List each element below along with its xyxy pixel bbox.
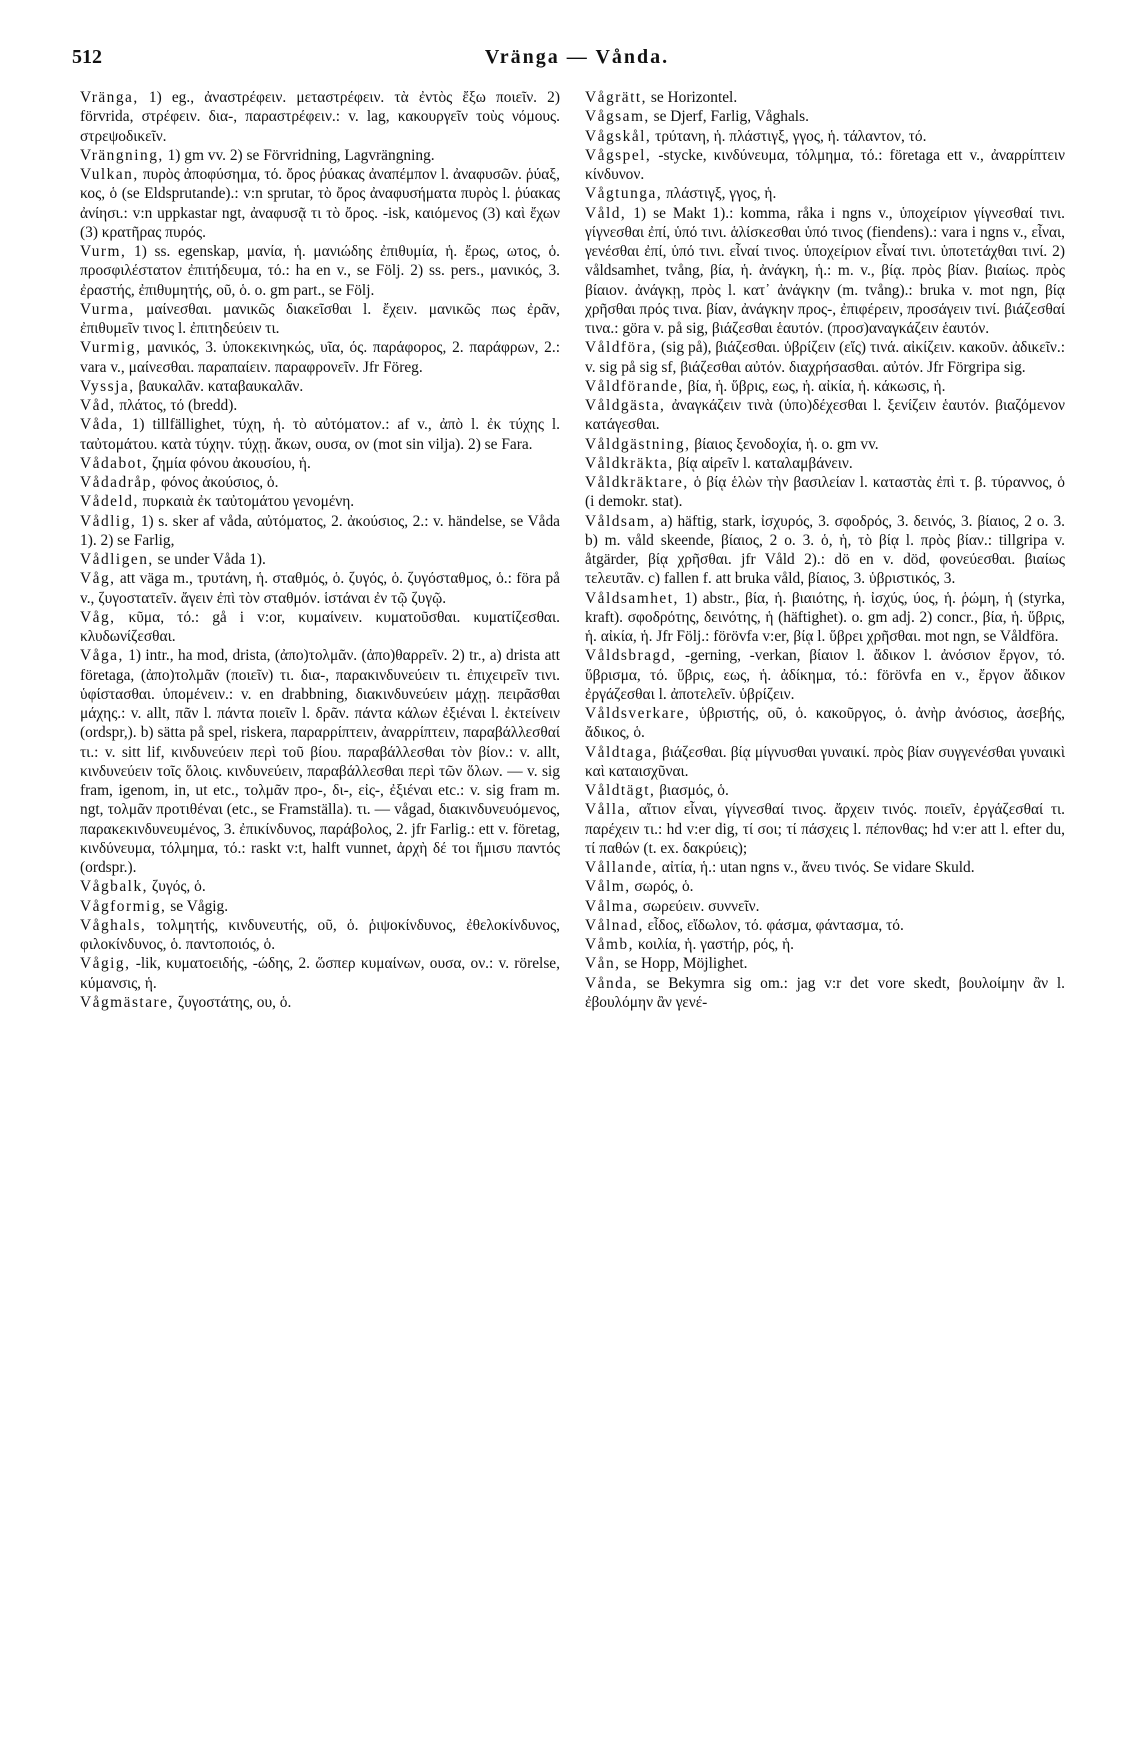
entry-definition: βιασμός, ὁ. (655, 782, 729, 799)
dictionary-entry (585, 897, 1065, 916)
entry-definition: a) häftig, stark, ἰσχυρός, 3. σφοδρός, 3. δεινός, 3. βίαιος, 2 o. 3. b) m. våld skeende, βίαιος, 2 o. 3. ὁ, ἡ, τὸ βίᾳ l. πρὸς βίαν.: tillgripa v. åtgärder, βίᾳ χρῆσθαι. jfr Våld 2).: dö en v. död, φονεύεσθαι. βιαίως τελευτᾶν. c) fallen f. att bruka våld, βίαιος, 3. ὑβριστικός, 3. (585, 512, 1065, 588)
dictionary-entry (80, 146, 560, 165)
entry-definition: 1) abstr., βία, ἡ. βιαιότης, ἡ. ἰσχύς, ύος, ἡ. ῥώμη, ἡ (styrka, kraft). σφοδρότης, δεινότης, ἡ (häftighet). o. gm adj. 2) concr., βία, ἡ. ὕβρις, ἡ. αἰκία, ἡ. Jfr Följ.: förövfa v:er, βίᾳ l. ὕβρει χρῆσθαι. mot ngn, se Våldföra. (585, 589, 1065, 645)
entry-definition: -gerning, -verkan, βίαιον l. ἄδικον l. ἀνόσιον ἔργον, τό. ὕβρισμα, τό. ὕβρις, εως, ἡ. ἀδίκημα, τό.: förövfa en v., ἔργον ἄδικον ἐργάζεσθαι l. ἀποτελεῖν. ὑβρίζειν. (585, 647, 1065, 703)
dictionary-entry (585, 146, 1065, 185)
entry-definition: ζημία φόνου ἀκουσίου, ἡ. (148, 454, 311, 472)
dictionary-entry (585, 974, 1065, 1013)
dictionary-entry (80, 646, 560, 877)
entry-definition: ζυγός, ὁ. (148, 878, 206, 896)
entry-definition: αἴτιον εἶναι, γίγνεσθαί τινος. ἄρχειν τινός. ποιεῖν, ἐργάζεσθαί τι. παρέχειν τι.: hd v:er dig, τί σοι; τί πάσχεις l. πέπονθας; hd v:er att l. efter du, τί παθών (t. ex. δακρύεις); (585, 801, 1065, 857)
entry-definition: -stycke, κινδύνευμα, τόλμημα, τό.: företaga ett v., ἀναρρίπτειν κίνδυνον. (585, 146, 1065, 183)
entry-definition: τρύτανη, ἡ. πλάστιγξ, γγος, ἡ. τάλαντον, τό. (651, 127, 927, 145)
entry-definition: se Bekymra sig om.: jag v:r det vore skedt, βουλοίμην ἂν l. ἐβουλόμην ἂν γενέ- (585, 974, 1065, 1011)
entry-headword: Våldföra, (585, 339, 658, 357)
entry-headword: Våldkräktare, (585, 474, 689, 491)
dictionary-entry (80, 512, 560, 551)
dictionary-entry (80, 877, 560, 896)
page-header (72, 46, 1082, 70)
entry-headword: Vågsam, (585, 108, 650, 126)
entry-definition: τολμητής, κινδυνευτής, οῦ, ὁ. ῥιψοκίνδυνος, ἐθελοκίνδυνος, φιλοκίνδυνος, ὁ. παντοποιός, ὁ. (80, 916, 560, 953)
entry-definition: se Hopp, Möjlighet. (620, 955, 748, 973)
entry-headword: Våldtägt, (585, 782, 656, 799)
entry-headword: Vågtunga, (585, 185, 663, 203)
entry-definition: se Horizontel. (647, 89, 738, 106)
dictionary-entry (585, 396, 1065, 435)
entry-headword: Våldsam, (585, 512, 656, 530)
entry-definition: βίαιος ξενοδοχία, ἡ. o. gm vv. (690, 435, 879, 453)
dictionary-entry (585, 127, 1065, 146)
dictionary-entry (80, 165, 560, 242)
dictionary-entry (585, 435, 1065, 454)
entry-definition: att väga m., τρυτάνη, ἡ. σταθμός, ὁ. ζυγός, ὁ. ζυγόσταθμος, ὁ.: föra på v., ζυγοστατεῖν. ἄγειν ἐπὶ τὸν σταθμόν. ἱστάναι ἐν τῷ ζυγῷ. (80, 570, 560, 607)
entry-definition: σωρεύειν. συννεῖν. (638, 897, 760, 915)
entry-definition: βιάζεσθαι. βίᾳ μίγνυσθαι γυναικί. πρὸς βίαν συγγενέσθαι γυναικὶ καὶ καταισχῦναι. (585, 743, 1065, 780)
dictionary-entry (585, 916, 1065, 935)
dictionary-entry (585, 88, 1065, 107)
entry-headword: Vågbalk, (80, 878, 148, 896)
entry-headword: Vågrätt, (585, 89, 647, 106)
entry-definition: πυρὸς ἀποφύσημα, τό. ὄρος ῥύακας ἀναπέμπον l. ἀναφυσῶν. ῥύαξ, κος, ὁ (se Eldsprutande).: v:n sprutar, τὸ ὄρος ἀναφυσήματα πυρὸς l. ῥύακας ἀνίησι.: v:n uppkastar ngt, ἀναφυσᾷ τι τὸ ὄρος. -isk, καιόμενος (3) καὶ ἔχων (3) κρατῆρας πυρός. (80, 166, 560, 241)
entry-definition: αἰτία, ἡ.: utan ngns v., ἄνευ τινός. Se vidare Skuld. (657, 859, 975, 876)
dictionary-entry (80, 993, 560, 1012)
dictionary-entry (80, 242, 560, 300)
entry-headword: Våghals, (80, 916, 147, 934)
dictionary-entry (80, 454, 560, 473)
entry-headword: Vurma, (80, 300, 135, 318)
entry-headword: Vränga, (80, 89, 139, 106)
entry-headword: Vådligen, (80, 551, 154, 568)
entry-headword: Våd, (80, 397, 116, 414)
entry-definition: μανικός, 3. ὑποκεκινηκώς, υῖα, ός. παράφορος, 2. παράφρων, 2.: vara v., μαίνεσθαι. παραπαίειν. παραφρονεῖν. Jfr Föreg. (80, 339, 560, 376)
entry-definition: βία, ἡ. ὕβρις, εως, ἡ. αἰκία, ἡ. κάκωσις, ἡ. (683, 377, 946, 395)
entry-headword: Våldtaga, (585, 743, 658, 761)
entry-headword: Vågskål, (585, 127, 652, 145)
entry-definition: 1) ss. egenskap, μανία, ἡ. μανιώδης ἐπιθυμία, ἡ. ἔρως, ωτος, ὁ. προσφιλέστατον ἐπιτήδευμα, τό.: ha en v., se Följ. 2) ss. pers., μανικός, 3. ἐραστής, ἐπιθυμητής, οῦ, ὁ. o. gm part., se Följ. (80, 243, 560, 299)
entry-definition: ὑβριστής, οῦ, ὁ. κακοῦργος, ὁ. ἀνὴρ ἀνόσιος, ἀσεβής, ἄδικος, ὁ. (585, 705, 1065, 742)
entry-headword: Vådlig, (80, 512, 137, 530)
entry-definition: σωρός, ὁ. (630, 878, 694, 896)
entry-headword: Våldsverkare, (585, 705, 691, 722)
dictionary-entry (585, 877, 1065, 896)
dictionary-entry (80, 608, 560, 647)
entry-definition: μαίνεσθαι. μανικῶς διακεῖσθαι l. ἔχειν. μανικῶς πως ἐρᾶν, ἐπιθυμεῖν τινος l. ἐπιτηδεύειν τι. (80, 300, 560, 337)
entry-headword: Vådeld, (80, 493, 139, 511)
entry-definition: ζυγοστάτης, ου, ὁ. (173, 993, 292, 1011)
entry-headword: Våldgästning, (585, 435, 691, 453)
dictionary-entry (585, 704, 1065, 743)
entry-headword: Våg, (80, 608, 116, 626)
dictionary-entry (585, 473, 1065, 512)
entry-headword: Vådabot, (80, 454, 148, 472)
dictionary-entry (80, 569, 560, 608)
dictionary-entry (585, 184, 1065, 203)
entry-headword: Vågmästare, (80, 993, 174, 1011)
entry-headword: Vågig, (80, 955, 131, 973)
dictionary-entry (585, 204, 1065, 339)
dictionary-entry (585, 954, 1065, 973)
entry-headword: Våldgästa, (585, 397, 666, 414)
dictionary-entry (585, 858, 1065, 877)
entry-definition: se Djerf, Farlig, Våghals. (649, 108, 809, 126)
entry-definition: se Vågig. (166, 897, 229, 915)
running-head: Vränga — Vånda. (484, 46, 670, 68)
entry-headword: Vålma, (585, 897, 639, 915)
dictionary-entry (80, 415, 560, 454)
dictionary-entry (585, 743, 1065, 782)
entry-definition: ὁ βίᾳ ἑλὼν τὴν βασιλείαν l. καταστὰς ἐπὶ τ. β. τύραννος, ὁ (i demokr. stat). (585, 474, 1065, 511)
entry-headword: Våmb, (585, 936, 634, 953)
entry-definition: 1) tillfällighet, τύχη, ἡ. τὸ αὐτόματον.: af v., ἀπὸ l. ἐκ τύχης l. ταὐτομάτου. κατὰ τύχην. τύχῃ. ἄκων, ουσα, ον (mot sin vilja). 2) se Fara. (80, 416, 560, 453)
entry-definition: κοιλία, ἡ. γαστήρ, ρός, ἡ. (633, 936, 795, 953)
entry-definition: 1) eg., ἀναστρέφειν. μεταστρέφειν. τὰ ἐντὸς ἔξω ποιεῖν. 2) förvrida, στρέφειν. δια-, παραστρέφειν.: v. lag, κακουργεῖν τοὺς νόμους. στρεψοδικεῖν. (80, 89, 560, 145)
dictionary-entry (80, 377, 560, 396)
dictionary-entry (585, 781, 1065, 800)
entry-definition: βίᾳ αἱρεῖν l. καταλαμβάνειν. (673, 454, 853, 472)
entry-headword: Vålla, (585, 801, 632, 819)
dictionary-entry (80, 473, 560, 492)
entry-headword: Våg, (80, 570, 116, 588)
entry-definition: (sig på), βιάζεσθαι. ὑβρίζειν (εἴς) τινά. αἰκίζειν. κακοῦν. ἀδικεῖν.: v. sig på sig sf, βιάζεσθαι αὐτόν. διαχρήσασθαι. αὐτόν. Jfr Förgripa sig. (585, 339, 1065, 376)
entry-headword: Våga, (80, 647, 124, 665)
entry-headword: Vågspel, (585, 146, 652, 164)
entry-headword: Våldförande, (585, 377, 684, 395)
dictionary-entry (585, 589, 1065, 647)
dictionary-entry (80, 396, 560, 415)
entry-definition: πλάστιγξ, γγος, ἡ. (662, 185, 777, 203)
dictionary-entry (80, 300, 560, 339)
entry-headword: Våda, (80, 416, 124, 434)
dictionary-entry (585, 107, 1065, 126)
entry-definition: 1) intr., ha mod, drista, (ἀπο)τολμᾶν. (ἀπο)θαρρεῖν. 2) tr., a) drista att företaga, (ἀπο)τολμᾶν (ποιεῖν) τι. δια-, παρακινδυνεύειν τι. ἐπιχειρεῖν τινι. ὑφίστασθαι. ὑπομένειν.: v. en drabbning, διακινδυνεύειν μάχῃ. πειρᾶσθαι μάχης.: v. allt, πᾶν l. πάντα ποιεῖν l. δρᾶν. πάντα κάλων ἐξιέναι l. ἐκτείνειν (ordspr,). b) sätta på spel, riskera, παραρρίπτειν, ἀναρρίπτειν, παραβάλλεσθαί τι.: v. sitt lif, κινδυνεύειν περὶ τοῦ βίου. παραβάλλεσθαι τὸν βίον.: v. allt, κινδυνεύειν τοῖς ὅλοις. κινδυνεύειν, παραβάλλεσθαι περὶ τῶν ὅλων. — v. sig fram, igenom, in, ut etc., τολμᾶν προ-, δι-, εἰς-, ἐξιέναι etc.: v. sig fram m. ngt, τολμᾶν προτιθέναι (etc., se Framställa). τι. — vågad, διακινδυνευόμενος, παρακεκινδυνευμένος, 3. ἐπικίνδυνος, παράβολος, 2. jfr Farlig.: ett v. företag, κινδύνευμα, τόλμημα, τό.: raskt v:t, halft vunnet, ἀρχὴ δέ τοι ἥμισυ παντός (ordspr.). (80, 647, 560, 876)
entry-headword: Vågformig, (80, 897, 167, 915)
dictionary-entry (585, 338, 1065, 377)
dictionary-entry (585, 377, 1065, 396)
dictionary-entry (80, 954, 560, 993)
entry-headword: Vurmig, (80, 339, 142, 357)
dictionary-entry (80, 338, 560, 377)
entry-definition: πυρκαιὰ ἐκ ταὐτομάτου γενομένη. (138, 493, 355, 511)
dictionary-entry (585, 935, 1065, 954)
dictionary-entry (585, 646, 1065, 704)
entry-headword: Våldsamhet, (585, 589, 679, 607)
entry-definition: 1) se Makt 1).: komma, råka i ngns v., ὑποχείριον γίγνεσθαί τινι. γίγνεσθαι ἐπί, ὑπό τινι. ἁλίσκεσθαι ὑπό τινος (fiendens).: vara i ngns v., εἶναι, γενέσθαι ἐπί, ὑπό τινι. εἶναί τινος. ὑποχείριον εἶναί τινι. ὑποτετάχθαι τινί. 2) våldsamhet, tvång, βία, ἡ. ἀνάγκη, ἡ.: m. v., βίᾳ. πρὸς βίαν. βιαίως. πρὸς βίαιον. ἀνάγκῃ, πρὸς l. κατ᾽ ἀνάγκην (m. tvång).: bruka v. mot ngn, βίᾳ χρῆσθαι πρός τινα. βίαν, ἀνάγκην προς-, ἐπιφέρειν, προσάγειν τινί. βιάζεσθαί τινα.: göra v. på sig, βιάζεσθαι ἑαυτόν. (προσ)αναγκάζειν ἑαυτόν. (585, 204, 1065, 337)
right-column (585, 88, 1065, 1012)
entry-headword: Våldkräkta, (585, 454, 674, 472)
entry-definition: εἶδος, εἴδωλον, τό. φάσμα, φάντασμα, τό. (643, 916, 904, 934)
entry-definition: 1) s. sker af våda, αὐτόματος, 2. ἀκούσιος, 2.: v. händelse, se Våda 1). 2) se Farlig, (80, 512, 560, 549)
page-number: 512 (72, 46, 102, 68)
dictionary-entry (585, 512, 1065, 589)
entry-headword: Vånda, (585, 974, 639, 992)
entry-headword: Våldsbragd, (585, 647, 677, 665)
dictionary-entry (80, 916, 560, 955)
entry-definition: κῦμα, τό.: gå i v:or, κυμαίνειν. κυματοῦσθαι. κυματίζεσθαι. κλυδωνίζεσθαι. (80, 608, 560, 645)
entry-definition: πλάτος, τό (bredd). (115, 397, 238, 414)
entry-definition: βαυκαλᾶν. καταβαυκαλᾶν. (134, 377, 304, 395)
entry-headword: Vån, (585, 955, 621, 973)
entry-headword: Vyssja, (80, 377, 135, 395)
dictionary-entry (585, 454, 1065, 473)
dictionary-entry (80, 88, 560, 146)
entry-definition: -lik, κυματοειδής, -ώδης, 2. ὥσπερ κυμαίνων, ουσα, ον.: v. rörelse, κύμανσις, ἡ. (80, 955, 560, 992)
dictionary-entry (80, 550, 560, 569)
left-column (80, 88, 560, 1012)
entry-definition: 1) gm vv. 2) se Förvridning, Lagvrängning. (163, 146, 435, 164)
entry-headword: Vulkan, (80, 166, 139, 183)
entry-definition: se under Våda 1). (153, 551, 266, 568)
dictionary-entry (80, 897, 560, 916)
entry-headword: Våld, (585, 204, 627, 222)
entry-definition: φόνος ἀκούσιος, ὁ. (157, 474, 279, 491)
entry-headword: Vållande, (585, 859, 658, 876)
entry-headword: Vrängning, (80, 146, 164, 164)
entry-definition: ἀναγκάζειν τινὰ (ὑπο)δέχεσθαι l. ξενίζειν ἑαυτόν. βιαζόμενον κατάγεσθαι. (585, 397, 1065, 434)
entry-headword: Vådadråp, (80, 474, 158, 491)
dictionary-entry (80, 492, 560, 511)
dictionary-entry (585, 800, 1065, 858)
entry-headword: Vålm, (585, 878, 631, 896)
entry-headword: Vurm, (80, 243, 127, 260)
entry-headword: Vålnad, (585, 916, 644, 934)
